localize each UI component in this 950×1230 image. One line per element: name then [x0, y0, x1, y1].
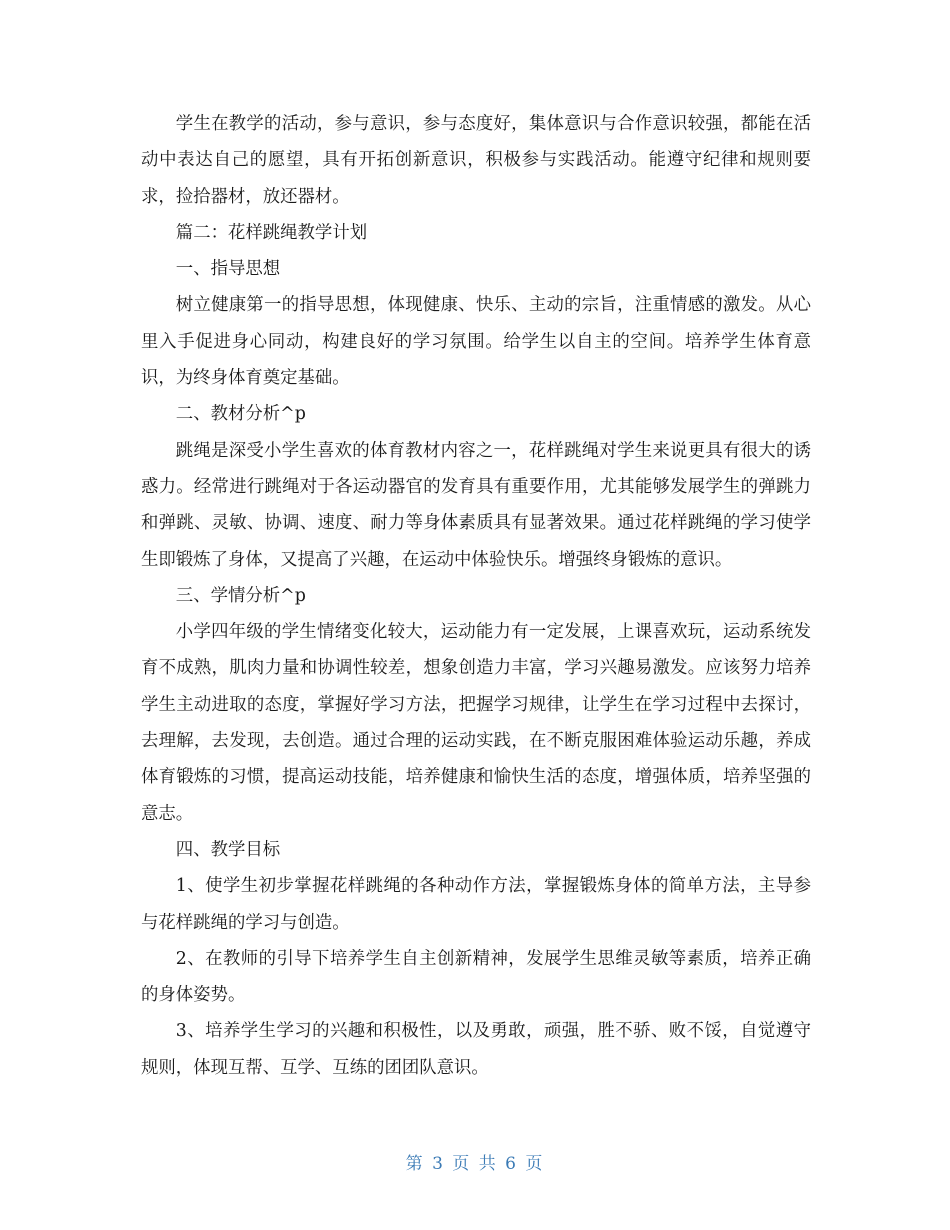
section-heading: 二、教材分析^p [175, 404, 306, 425]
paragraph: 学生在教学的活动，参与意识，参与态度好，集体意识与合作意识较强，都能在活动中表达自己的愿望，具有开拓创新意识，积极参与实践活动。能遵守纪律和规则要求，捡拾器材，放还器材。 [141, 114, 811, 207]
list-item: 1、使学生初步掌握花样跳绳的各种动作方法，掌握锻炼身体的简单方法，主导参与花样跳绳的学习与创造。 [141, 876, 811, 933]
page-number-footer: 第 3 页 共 6 页 [405, 1154, 545, 1174]
paragraph: 小学四年级的学生情绪变化较大，运动能力有一定发展，上课喜欢玩，运动系统发育不成熟，肌肉力量和协调性较差，想象创造力丰富，学习兴趣易激发。应该努力培养学生主动进取的态度，掌握好学习方法，把握学习规律，让学生在学习过程中去探讨，去理解，去发现，去创造。通过合理的运动实践，在不断克服困难体验运动乐趣，养成体育锻炼的习惯，提高运动技能，培养健康和愉快生活的态度，增强体质，培养坚强的意志。 [141, 622, 811, 824]
document-body [141, 106, 811, 1086]
section-title: 篇二：花样跳绳教学计划 [175, 222, 368, 243]
section-heading: 三、学情分析^p [175, 585, 306, 606]
paragraph: 跳绳是深受小学生喜欢的体育教材内容之一，花样跳绳对学生来说更具有很大的诱惑力。经常进行跳绳对于各运动器官的发育具有重要作用，尤其能够发展学生的弹跳力和弹跳、灵敏、协调、速度、耐力等身体素质具有显著效果。通过花样跳绳的学习使学生即锻炼了身体，又提高了兴趣，在运动中体验快乐。增强终身锻炼的意识。 [141, 440, 811, 570]
list-item: 2、在教师的引导下培养学生自主创新精神，发展学生思维灵敏等素质，培养正确的身体姿势。 [141, 948, 811, 1006]
paragraph: 树立健康第一的指导思想，体现健康、快乐、主动的宗旨，注重情感的激发。从心里入手促进身心同动，构建良好的学习氛围。给学生以自主的空间。培养学生体育意识，为终身体育奠定基础。 [141, 295, 811, 389]
list-item: 3、培养学生学习的兴趣和积极性，以及勇敢，顽强，胜不骄、败不馁，自觉遵守规则，体现互帮、互学、互练的团团队意识。 [141, 1021, 811, 1078]
section-heading: 四、教学目标 [175, 839, 281, 860]
section-heading: 一、指导思想 [175, 259, 281, 280]
